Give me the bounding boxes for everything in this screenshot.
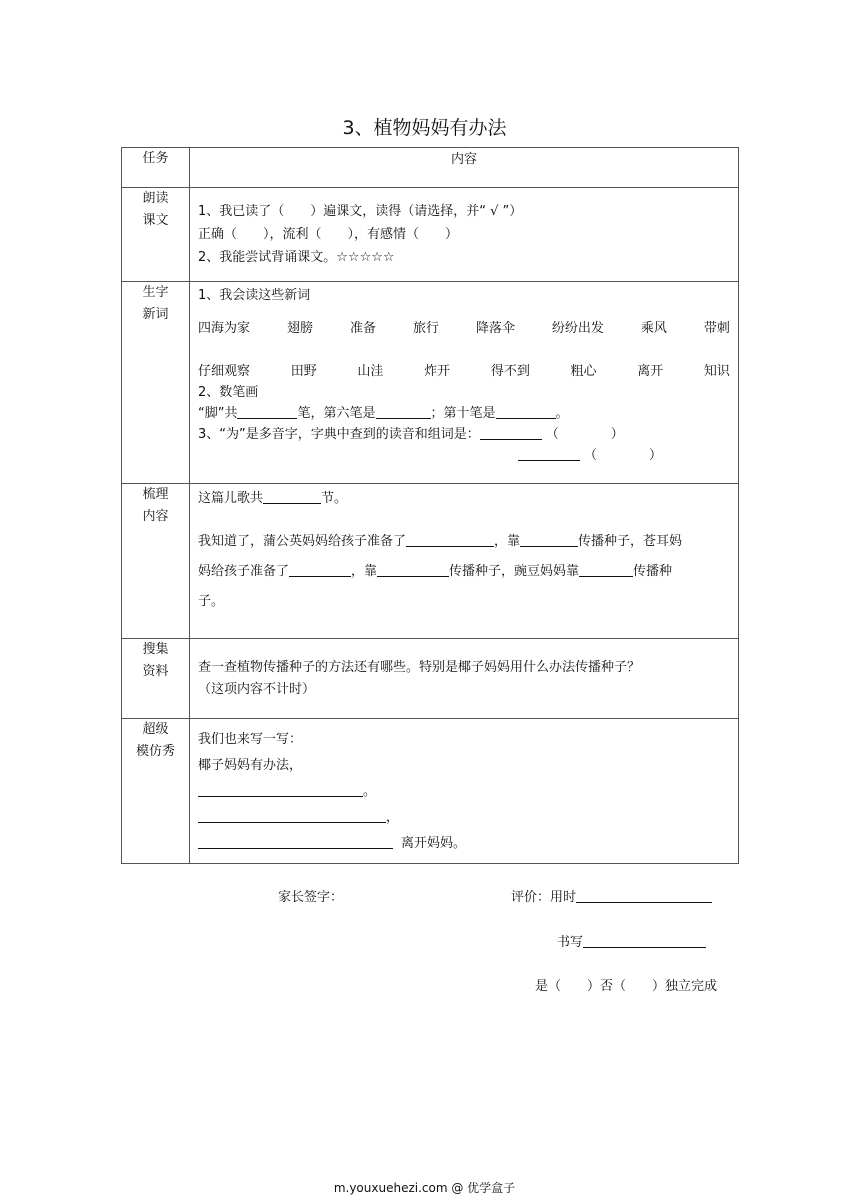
imitate-line-2: 椰子妈妈有办法， (198, 758, 303, 773)
blank-line[interactable] (198, 781, 363, 797)
row-vocab (122, 282, 739, 484)
word: 炸开 (424, 364, 451, 379)
label-research: 搜集 资料 (122, 639, 190, 719)
word: 准备 (349, 321, 376, 336)
content-reading (190, 188, 739, 282)
word: 仔细观察 (198, 364, 251, 379)
imitate-blank-3: 离开妈妈。 (198, 831, 730, 857)
content-imitate (190, 719, 739, 864)
word: 四海为家 (198, 321, 251, 336)
word: 翅膀 (286, 321, 313, 336)
page-title: 3、植物妈妈有办法 (342, 117, 507, 139)
content-summary (190, 484, 739, 639)
blank-line[interactable] (520, 531, 578, 547)
parent-signature-label: 家长签字： (278, 890, 344, 905)
stroke-question: “脚”共 笔，第六笔是 ；第十笔是 。 (198, 403, 730, 424)
blank-line[interactable] (237, 403, 297, 419)
word: 田野 (290, 364, 317, 379)
research-line-2: （这项内容不计时） (198, 682, 316, 697)
label-imitate: 超级 模仿秀 (122, 719, 190, 864)
blank-line[interactable] (583, 932, 706, 948)
word: 降落伞 (475, 321, 515, 336)
word: 旅行 (412, 321, 439, 336)
evaluation-time: 评价：用时 (511, 886, 712, 905)
vocab-intro: 1、我会读这些新词 (198, 288, 311, 303)
content-research (190, 639, 739, 719)
row-reading (122, 188, 739, 282)
word-list-2 (198, 361, 730, 382)
blank-line[interactable] (289, 561, 351, 577)
label-vocab: 生字 新词 (122, 282, 190, 484)
row-research (122, 639, 739, 719)
task-table (121, 147, 739, 864)
blank-line[interactable] (579, 561, 633, 577)
reading-line-2: 正确（ ），流利（ ），有感情（ ） (198, 227, 459, 242)
blank-line[interactable] (198, 833, 393, 849)
word: 山洼 (357, 364, 384, 379)
imitate-line-1: 我们也来写一写： (198, 732, 303, 747)
blank-line[interactable] (377, 561, 449, 577)
footer-source: m.youxuehezi.com @ 优学盒子 (333, 1181, 516, 1195)
imitate-blank-1: 。 (198, 779, 730, 805)
blank-line[interactable] (198, 807, 386, 823)
polyphone-question: 3、“为”是多音字，字典中查到的读音和组词是： （ ） (198, 424, 730, 445)
row-imitate (122, 719, 739, 864)
word: 纷纷出发 (551, 321, 604, 336)
header-task: 任务 (122, 148, 190, 188)
summary-line-1: 这篇儿歌共 节。 (198, 487, 730, 510)
word: 粗心 (570, 364, 597, 379)
word: 离开 (637, 364, 664, 379)
word: 带刺 (703, 321, 730, 336)
blank-line[interactable] (480, 424, 542, 440)
word: 知识 (703, 364, 730, 379)
summary-paragraph: 我知道了，蒲公英妈妈给孩子准备了 ，靠 传播种子，苍耳妈 妈给孩子准备了 ，靠 传播种子，豌豆妈妈靠 传播种 子。 (198, 527, 730, 617)
label-summary: 梳理 内容 (122, 484, 190, 639)
blank-line[interactable] (496, 403, 556, 419)
polyphone-question-2: （ ） (198, 445, 730, 466)
blank-line[interactable] (518, 445, 580, 461)
content-vocab (190, 282, 739, 484)
reading-line-1: 1、我已读了（ ）遍课文，读得（请选择，并“ √ ”） (198, 204, 523, 219)
label-reading: 朗读 课文 (122, 188, 190, 282)
word-list-1 (198, 318, 730, 339)
blank-line[interactable] (376, 403, 431, 419)
table-header-row (122, 148, 739, 188)
evaluation-writing: 书写 (557, 931, 706, 950)
stroke-title: 2、数笔画 (198, 385, 259, 400)
blank-line[interactable] (576, 887, 712, 903)
blank-line[interactable] (263, 488, 321, 504)
research-line-1: 查一查植物传播种子的方法还有哪些。特别是椰子妈妈用什么办法传播种子？ (198, 660, 641, 675)
word: 得不到 (490, 364, 530, 379)
blank-line[interactable] (406, 531, 494, 547)
word: 乘风 (640, 321, 667, 336)
imitate-blank-2: ， (198, 805, 730, 831)
header-content: 内容 (190, 148, 739, 188)
independent-check: 是（ ）否（ ）独立完成 (535, 979, 718, 994)
reading-line-3: 2、我能尝试背诵课文。☆☆☆☆☆ (198, 250, 395, 265)
row-summary (122, 484, 739, 639)
